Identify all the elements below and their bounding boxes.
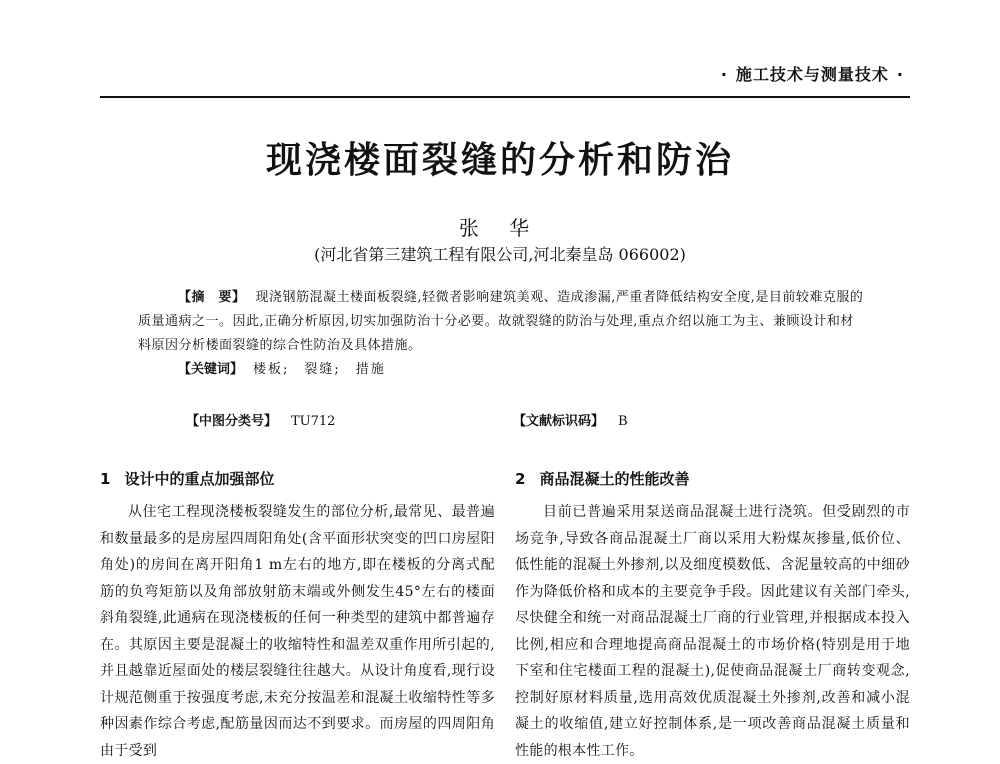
running-head (713, 62, 912, 85)
doc-code-label: 【文献标识码】 (513, 414, 605, 429)
abstract-text: 现浇钢筋混凝土楼面板裂缝,轻微者影响建筑美观、造成渗漏,严重者降低结构安全度,是目前较难克服的质量通病之一。因此,正确分析原因,切实加强防治十分必要。故就裂缝的防治与处理,重点介绍以施工为主、兼顾设计和材料原因分析楼面裂缝的综合性防治及具体措施。 (138, 290, 864, 353)
doc-code-value: B (618, 414, 628, 429)
document-code (513, 410, 628, 429)
header-rule (100, 96, 910, 98)
keywords-value: 楼板; 裂缝; 措施 (253, 362, 386, 377)
section-2-number: 2 (515, 470, 526, 488)
right-column (515, 468, 910, 764)
section-2-body: 目前已普遍采用泵送商品混凝土进行浇筑。但受剧烈的市场竞争,导致各商品混凝土厂商以采用大粉煤灰掺量,低价位、低性能的混凝土外掺剂,以及细度模数低、含泥量较高的中细砂作为降低价格和成本的主要竞争手段。因此建议有关部门牵头,尽快健全和统一对商品混凝土厂商的行业管理,并根据成本投入比例,相应和合理地提高商品混凝土的市场价格(特别是用于地下室和住宅楼面工程的混凝土),促使商品混凝土厂商转变观念,控制好原材料质量,选用高效优质混凝土外掺剂,改善和减小混凝土的收缩值,建立好控制体系,是一项改善商品混凝土质量和性能的根本性工作。 (515, 504, 910, 759)
abstract-label: 【摘 要】 (178, 290, 246, 305)
author-affiliation: (河北省第三建筑工程有限公司,河北秦皇岛 066002) (314, 245, 686, 264)
section-1-number: 1 (100, 470, 111, 488)
keywords-label: 【关键词】 (178, 362, 244, 377)
clc-label: 【中图分类号】 (186, 414, 278, 429)
section-1-title: 设计中的重点加强部位 (124, 470, 275, 488)
abstract (138, 286, 866, 358)
left-column (100, 468, 495, 764)
article-title: 现浇楼面裂缝的分析和防治 (265, 140, 734, 181)
section-2-title: 商品混凝土的性能改善 (539, 470, 690, 488)
bullet-right: · (896, 65, 904, 84)
section-2-heading (515, 468, 910, 489)
keywords (178, 358, 386, 377)
clc-number (186, 410, 335, 429)
section-1-heading (100, 468, 495, 489)
bullet-left: · (720, 65, 728, 84)
running-head-text: 施工技术与测量技术 (735, 65, 889, 84)
author-name: 张 华 (458, 216, 542, 240)
section-1-body: 从住宅工程现浇楼板裂缝发生的部位分析,最常见、最普遍和数量最多的是房屋四周阳角处(含平面形状突变的凹口房屋阳角处)的房间在离开阳角1 m左右的地方,即在楼板的分离式配筋的负弯矩筋以及角部放射筋末端或外侧发生45°左右的楼面斜角裂缝,此通病在现浇楼板的任何一种类型的建筑中都普遍存在。其原因主要是混凝土的收缩特性和温差双重作用所引起的,并且越靠近屋面处的楼层裂缝往往越大。从设计角度看,现行设计规范侧重于按强度考虑,未充分按温差和混凝土收缩特性等多种因素作综合考虑,配筋量因而达不到要求。而房屋的四周阳角由于受到 (100, 504, 495, 759)
clc-value: TU712 (291, 414, 336, 429)
